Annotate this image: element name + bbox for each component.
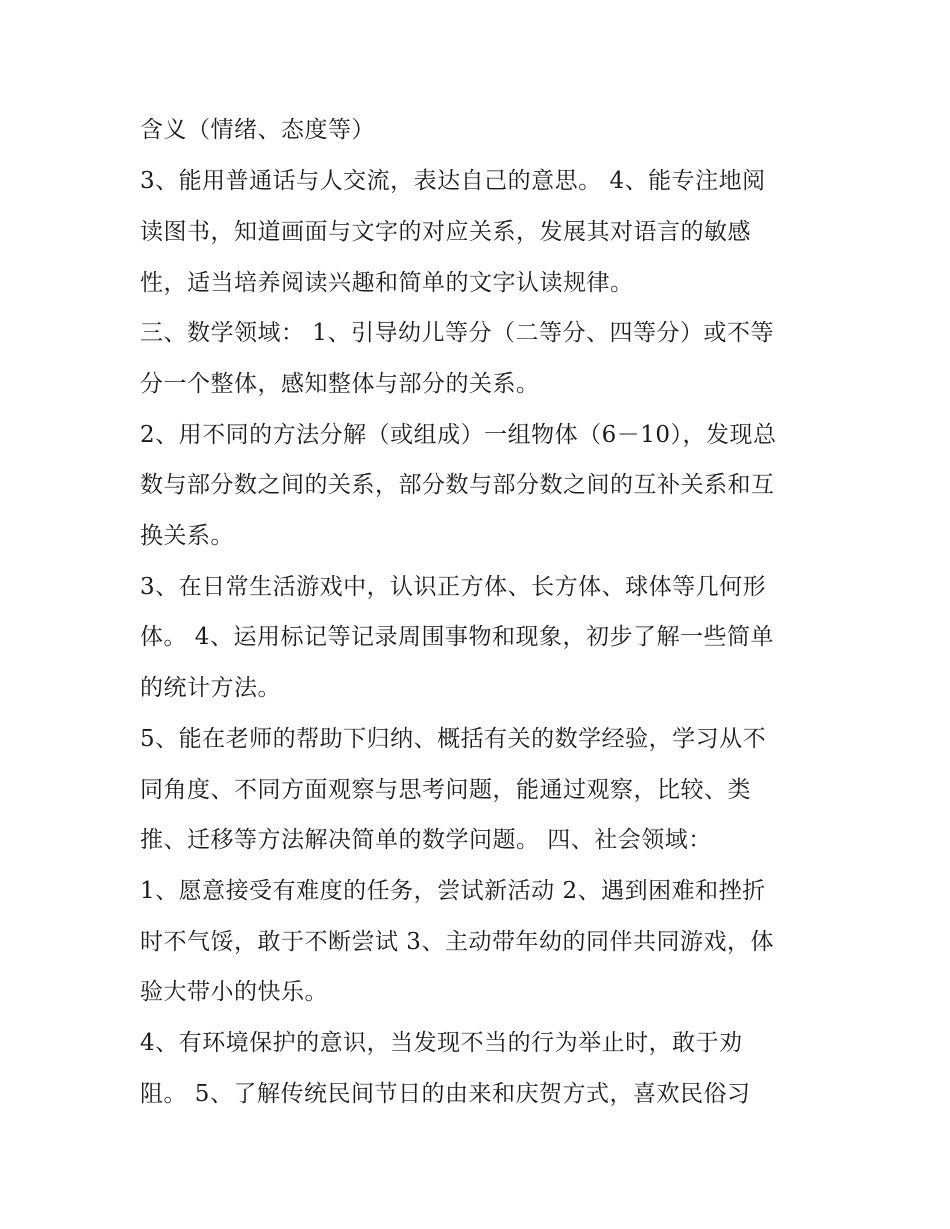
text-line: 三、数学领域： 1、引导幼儿等分（二等分、四等分）或不等 [140, 320, 774, 346]
text-line: 3、在日常生活游戏中，认识正方体、长方体、球体等几何形 [140, 574, 767, 600]
text-line: 体。 4、运用标记等记录周围事物和现象，初步了解一些简单 [140, 624, 774, 650]
text-line: 推、迁移等方法解决简单的数学问题。 四、社会领域： [140, 827, 712, 853]
text-line: 时不气馁，敢于不断尝试 3、主动带年幼的同伴共同游戏，体 [140, 929, 774, 955]
text-line: 4、有环境保护的意识，当发现不当的行为举止时，敢于劝 [140, 1030, 743, 1056]
text-line: 同角度、不同方面观察与思考问题，能通过观察，比较、类 [140, 777, 751, 803]
text-line: 含义（情绪、态度等） [140, 117, 375, 143]
text-line: 1、愿意接受有难度的任务，尝试新活动 2、遇到困难和挫折 [140, 878, 766, 904]
text-line: 的统计方法。 [140, 675, 281, 701]
text-line: 分一个整体，感知整体与部分的关系。 [140, 371, 540, 397]
text-line: 2、用不同的方法分解（或组成）一组物体（6－10），发现总 [140, 422, 777, 448]
text-line: 数与部分数之间的关系，部分数与部分数之间的互补关系和互 [140, 472, 775, 498]
text-line: 3、能用普通话与人交流，表达自己的意思。 4、能专注地阅 [140, 168, 766, 194]
text-line: 验大带小的快乐。 [140, 979, 328, 1005]
text-line: 性，适当培养阅读兴趣和简单的文字认读规律。 [140, 270, 634, 296]
text-line: 读图书，知道画面与文字的对应关系，发展其对语言的敏感 [140, 219, 751, 245]
text-line: 换关系。 [140, 523, 234, 549]
text-line: 5、能在老师的帮助下归纳、概括有关的数学经验，学习从不 [140, 726, 767, 752]
text-line: 阻。 5、了解传统民间节日的由来和庆贺方式，喜欢民俗习 [140, 1081, 751, 1107]
